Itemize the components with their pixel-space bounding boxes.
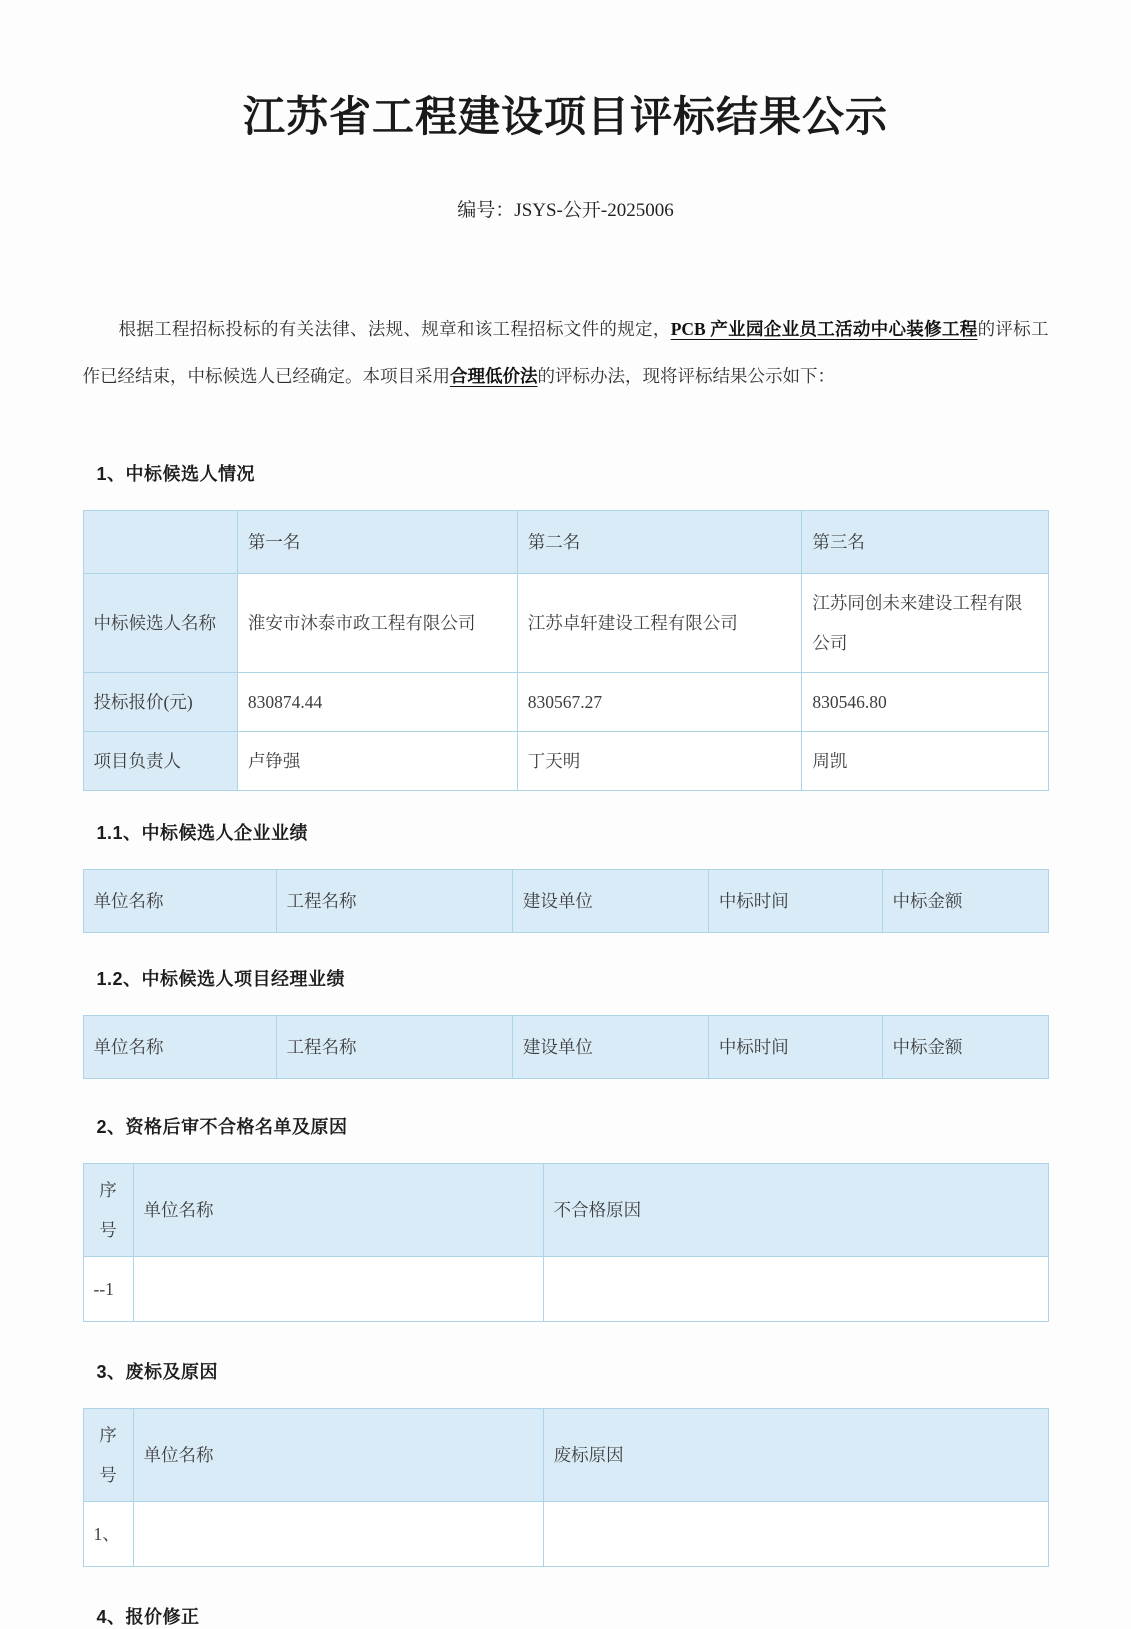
header-cell-award-time: 中标时间: [708, 1015, 882, 1078]
project-manager-1: 卢铮强: [237, 731, 517, 790]
section-3-heading: 3、废标及原因: [96, 1361, 219, 1382]
section-2-heading: 2、资格后审不合格名单及原因: [96, 1116, 348, 1137]
section-1-1-heading: 1.1、中标候选人企业业绩: [96, 822, 309, 843]
intro-text-1: 根据工程招标投标的有关法律、法规、规章和该工程招标文件的规定，: [118, 318, 671, 339]
manager-performance-table: [83, 1015, 1049, 1079]
section-1-2-heading: 1.2、中标候选人项目经理业绩: [96, 968, 346, 989]
bid-price-2: 830567.27: [517, 672, 802, 731]
header-cell-unit-name: 单位名称: [133, 1163, 543, 1256]
header-cell-blank: [83, 510, 237, 573]
header-cell-third-place: 第三名: [802, 510, 1048, 573]
unit-name-value: [133, 1501, 543, 1566]
header-cell-unit-name: 单位名称: [133, 1408, 543, 1501]
project-manager-2: 丁天明: [517, 731, 802, 790]
row-label: 项目负责人: [83, 731, 237, 790]
header-cell-unit-name: 单位名称: [83, 1015, 276, 1078]
row-label: 中标候选人名称: [83, 573, 237, 672]
row-label: 投标报价(元): [83, 672, 237, 731]
candidates-table: [83, 510, 1049, 791]
header-cell-second-place: 第二名: [517, 510, 802, 573]
header-cell-construction-unit: 建设单位: [512, 1015, 708, 1078]
table-row-project-manager: [83, 731, 1048, 790]
page-title: 江苏省工程建设项目评标结果公示: [242, 95, 888, 141]
project-name: PCB 产业园企业员工活动中心装修工程: [670, 318, 978, 339]
reason-value: [543, 1501, 1048, 1566]
disqualified-table: [83, 1163, 1049, 1322]
table-row: [83, 1256, 1048, 1321]
section-4-heading: 4、报价修正: [96, 1606, 200, 1627]
candidate-name-1: 淮安市沐泰市政工程有限公司: [237, 573, 517, 672]
header-cell-award-time: 中标时间: [708, 869, 882, 932]
bid-price-3: 830546.80: [802, 672, 1048, 731]
table-header-row: [83, 869, 1048, 932]
project-manager-3: 周凯: [802, 731, 1048, 790]
document-body: [83, 306, 1049, 1629]
intro-text-2: 的评标工作已经结束，中标候选人已经确定。本项目采用: [82, 318, 1049, 386]
header-cell-award-amount: 中标金额: [882, 1015, 1048, 1078]
seq-value: 1、: [83, 1501, 133, 1566]
unit-name-value: [133, 1256, 543, 1321]
reason-value: [543, 1256, 1048, 1321]
header-cell-construction-unit: 建设单位: [512, 869, 708, 932]
header-cell-project-name: 工程名称: [276, 869, 512, 932]
table-header-row: [83, 510, 1048, 573]
candidate-name-3: 江苏同创未来建设工程有限公司: [802, 573, 1048, 672]
intro-paragraph: [83, 306, 1049, 400]
rejected-bids-table: [83, 1408, 1049, 1567]
company-performance-table: [83, 869, 1049, 933]
header-cell-project-name: 工程名称: [276, 1015, 512, 1078]
header-cell-seq: 序号: [83, 1408, 133, 1501]
document-number: 编号：JSYS-公开-2025006: [457, 199, 674, 221]
table-row-candidate-name: [83, 573, 1048, 672]
header-cell-disqualify-reason: 不合格原因: [543, 1163, 1048, 1256]
table-row: [83, 1501, 1048, 1566]
table-header-row: [83, 1408, 1048, 1501]
bid-price-1: 830874.44: [237, 672, 517, 731]
intro-text-3: 的评标办法，现将评标结果公示如下：: [537, 365, 835, 386]
seq-value: --1: [83, 1256, 133, 1321]
header-cell-award-amount: 中标金额: [882, 869, 1048, 932]
header-cell-unit-name: 单位名称: [83, 869, 276, 932]
section-1-heading: 1、中标候选人情况: [96, 463, 256, 484]
candidate-name-2: 江苏卓轩建设工程有限公司: [517, 573, 802, 672]
table-header-row: [83, 1163, 1048, 1256]
table-row-bid-price: [83, 672, 1048, 731]
evaluation-method: 合理低价法: [450, 365, 538, 386]
header-cell-first-place: 第一名: [237, 510, 517, 573]
header-cell-seq: 序号: [83, 1163, 133, 1256]
header-cell-rejection-reason: 废标原因: [543, 1408, 1048, 1501]
table-header-row: [83, 1015, 1048, 1078]
